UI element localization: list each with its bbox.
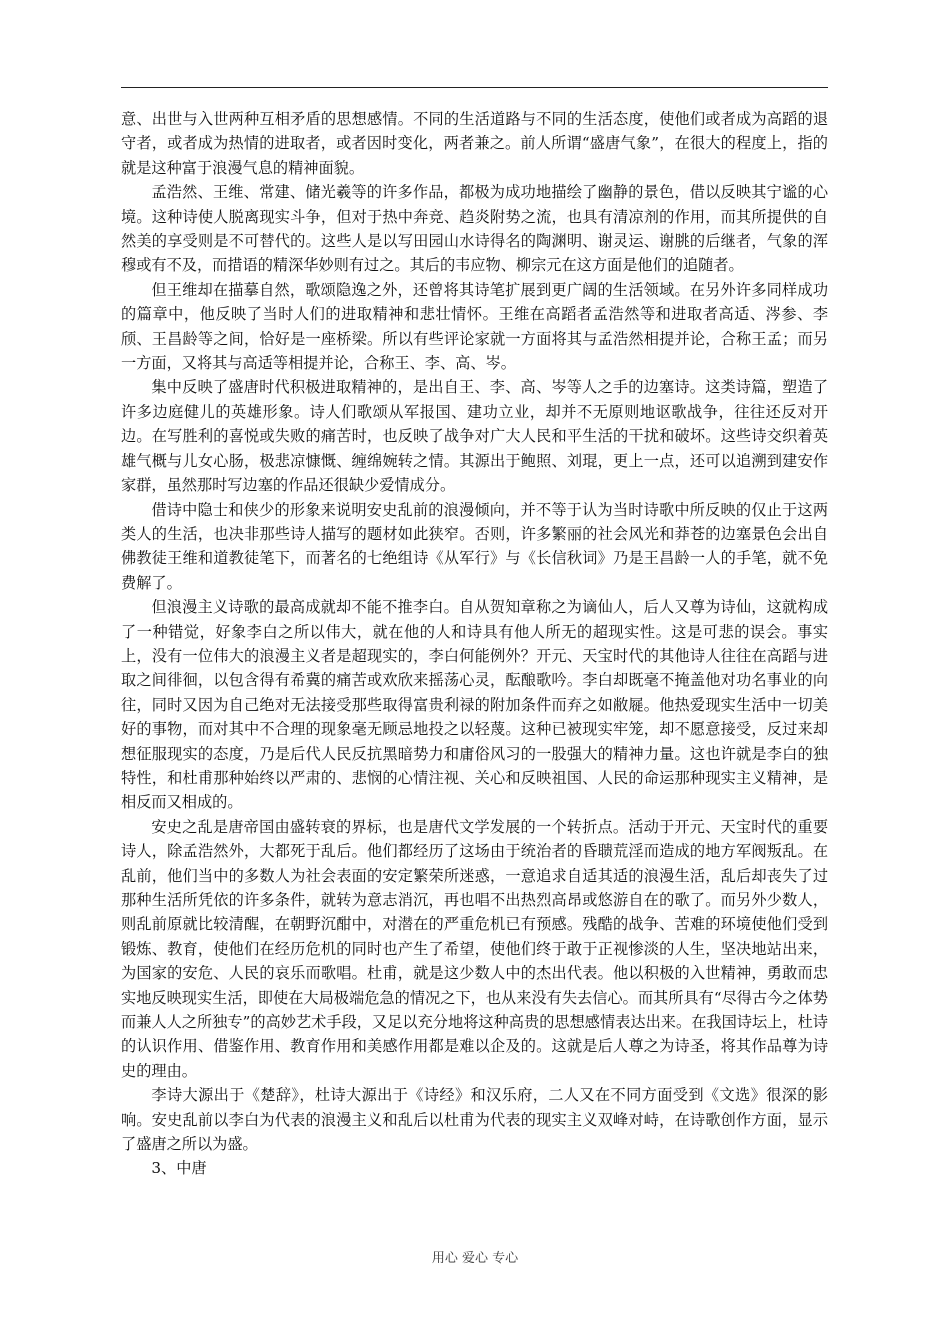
header-rule	[121, 87, 828, 88]
paragraph: 意、出世与入世两种互相矛盾的思想感情。不同的生活道路与不同的生活态度，使他们或者成为高蹈的退守者，或者成为热情的进取者，或者因时变化，两者兼之。前人所谓“盛唐气象”，在很大的程度上，指的就是这种富于浪漫气息的精神面貌。	[121, 110, 828, 177]
paragraph: 借诗中隐士和侠少的形象来说明安史乱前的浪漫倾向，并不等于认为当时诗歌中所反映的仅止于这两类人的生活，也决非那些诗人描写的题材如此狭窄。否则，许多繁丽的社会风光和莽苍的边塞景色会出自佛教徒王维和道教徒笔下，而著名的七绝组诗《从军行》与《长信秋词》乃是王昌龄一人的手笔，就不免费解了。	[121, 500, 828, 592]
page-footer: 用心 爱心 专心	[431, 1251, 519, 1266]
paragraph: 孟浩然、王维、常建、储光羲等的许多作品，都极为成功地描绘了幽静的景色，借以反映其宁谧的心境。这种诗使人脱离现实斗争，但对于热中奔竞、趋炎附势之流，也具有清凉剂的作用，而其所提供的自然美的享受则是不可替代的。这些人是以写田园山水诗得名的陶渊明、谢灵运、谢朓的后继者，气象的浑穆或有不及，而措语的精深华妙则有过之。其后的韦应物、柳宗元在这方面是他们的追随者。	[121, 183, 828, 275]
section-heading: 3、中唐	[151, 1159, 207, 1178]
paragraph: 但浪漫主义诗歌的最高成就却不能不推李白。自从贺知章称之为谪仙人，后人又尊为诗仙，这就构成了一种错觉，好象李白之所以伟大，就在他的人和诗具有他人所无的超现实性。这是可悲的误会。事实上，没有一位伟大的浪漫主义者是超现实的，李白何能例外？开元、天宝时代的其他诗人往往在高蹈与进取之间徘徊，以包含得有希冀的痛苦或欢欣来摇荡心灵，酝酿歌吟。李白却既毫不掩盖他对功名事业的向往，同时又因为自己绝对无法接受那些取得富贵利禄的附加条件而弃之如敝屣。他热爱现实生活中一切美好的事物，而对其中不合理的现象毫无顾忌地投之以轻蔑。这种已被现实牢笼，却不愿意接受，反过来却想征服现实的态度，乃是后代人民反抗黑暗势力和庸俗风习的一股强大的精神力量。这也许就是李白的独特性，和杜甫那种始终以严肃的、悲悯的心情注视、关心和反映祖国、人民的命运那种现实主义精神，是相反而又相成的。	[121, 598, 828, 812]
paragraph: 集中反映了盛唐时代积极进取精神的，是出自王、李、高、岑等人之手的边塞诗。这类诗篇，塑造了许多边庭健儿的英雄形象。诗人们歌颂从军报国、建功立业，却并不无原则地讴歌战争，往往还反对开边。在写胜利的喜悦或失败的痛苦时，也反映了战争对广大人民和平生活的干扰和破坏。这些诗交织着英雄气概与儿女心肠，极悲凉慷慨、缠绵婉转之情。其源出于鲍照、刘琨，更上一点，还可以追溯到建安作家群，虽然那时写边塞的作品还很缺少爱情成分。	[121, 378, 828, 495]
paragraph: 李诗大源出于《楚辞》，杜诗大源出于《诗经》和汉乐府，二人又在不同方面受到《文选》很深的影响。安史乱前以李白为代表的浪漫主义和乱后以杜甫为代表的现实主义双峰对峙，在诗歌创作方面，显示了盛唐之所以为盛。	[121, 1086, 828, 1154]
paragraph: 但王维却在描摹自然，歌颂隐逸之外，还曾将其诗笔扩展到更广阔的生活领域。在另外许多同样成功的篇章中，他反映了当时人们的进取精神和悲壮情怀。王维在高蹈者孟浩然等和进取者高适、涔参、李颀、王昌龄等之间，恰好是一座桥梁。所以有些评论家就一方面将其与孟浩然相提并论，合称王孟；而另一方面，又将其与高适等相提并论，合称王、李、高、岑。	[121, 280, 828, 373]
paragraph: 安史之乱是唐帝国由盛转衰的界标，也是唐代文学发展的一个转折点。活动于开元、天宝时代的重要诗人，除孟浩然外，大都死于乱后。他们都经历了这场由于统治者的昏聩荒淫而造成的地方军阀叛乱。在乱前，他们当中的多数人为社会表面的安定繁荣所迷惑，一意追求自适其适的浪漫生活，乱后却丧失了过那种生活所凭依的许多条件，就转为意志消沉，再也唱不出热烈高昂或悠游自在的歌了。而另外少数人，则乱前原就比较清醒，在朝野沉酣中，对潜在的严重危机已有预感。残酷的战争、苦难的环境使他们受到锻炼、教育，使他们在经历危机的同时也产生了希望，使他们终于敢于正视惨淡的人生，坚决地站出来，为国家的安危、人民的哀乐而歌唱。杜甫，就是这少数人中的杰出代表。他以积极的入世精神，勇敢而忠实地反映现实生活，即使在大局极端危急的情况之下，也从来没有失去信心。而其所具有“尽得古今之体势而兼人人之所独专”的高妙艺术手段，又足以充分地将这种高贵的思想感情表达出来。在我国诗坛上，杜诗的认识作用、借鉴作用、教育作用和美感作用都是难以企及的。这就是后人尊之为诗圣，将其作品尊为诗史的理由。	[121, 817, 828, 1080]
document-body	[121, 107, 828, 1181]
